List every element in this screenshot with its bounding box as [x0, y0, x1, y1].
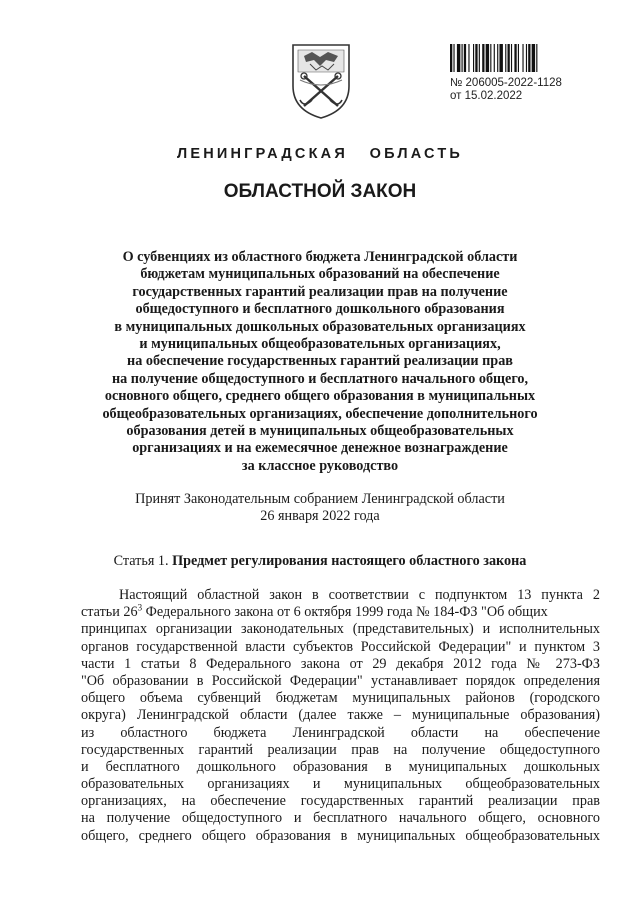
body-text-fragment: статьи 26 — [81, 604, 138, 621]
coat-of-arms-icon — [290, 42, 352, 120]
adoption-date: 26 января 2022 года — [260, 508, 380, 525]
document-type: ОБЛАСТНОЙ ЗАКОН — [223, 181, 417, 202]
law-title-line: государственных гарантий реализации прав на получение — [132, 283, 508, 300]
law-title — [60, 249, 580, 475]
body-line: организациях, на обеспечение государственных гарантий реализации прав — [81, 793, 600, 810]
body-line: и бесплатного дошкольного образования в муниципальных дошкольных — [81, 758, 600, 775]
article-heading — [60, 553, 580, 570]
superscript: 3 — [137, 602, 143, 613]
body-text-fragment: Федерального закона от 6 октября 1999 года № 184-ФЗ "Об общих — [142, 604, 548, 621]
body-line — [81, 604, 600, 621]
registration-block — [450, 44, 568, 103]
body-line: общего, среднего общего образования в муниципальных общеобразовательных — [81, 827, 600, 844]
article-title: Предмет регулирования настоящего областного закона — [172, 553, 527, 569]
article-body — [81, 587, 600, 845]
body-line: округа) Ленинградской области (далее также – муниципальные образования) — [81, 707, 600, 724]
body-line: "Об образовании в Российской Федерации" устанавливает порядок определения — [81, 672, 600, 689]
registration-date: от 15.02.2022 — [450, 90, 523, 102]
body-line: Настоящий областной закон в соответствии с подпунктом 13 пункта 2 — [119, 587, 600, 603]
barcode-icon — [450, 44, 568, 72]
article-number: Статья 1. — [113, 553, 169, 569]
law-title-line: в муниципальных дошкольных образовательных организациях — [114, 318, 526, 335]
law-title-line: на обеспечение государственных гарантий реализации прав — [127, 353, 513, 370]
law-title-line: организациях и на ежемесячное денежное вознаграждение — [132, 440, 508, 457]
body-line: принципах организации законодательных (представительных) и исполнительных — [81, 621, 600, 638]
law-title-line: образования детей в муниципальных общеобразовательных — [126, 423, 514, 440]
body-line: государственных гарантий реализации прав на получение общедоступного — [81, 741, 600, 758]
body-line: из областного бюджета Ленинградской области на обеспечение — [81, 724, 600, 741]
body-line: на получение общедоступного и бесплатного начального общего, основного — [81, 810, 600, 827]
body-line: части 1 статьи 8 Федерального закона от 29 декабря 2012 года № 273-ФЗ — [81, 655, 600, 672]
law-title-line: общедоступного и бесплатного дошкольного образования — [135, 301, 505, 318]
region-name: ЛЕНИНГРАДСКАЯ ОБЛАСТЬ — [176, 146, 464, 162]
law-title-line: на получение общедоступного и бесплатного начального общего, — [111, 370, 529, 387]
law-title-line: основного общего, среднего общего образования в муниципальных — [104, 388, 536, 405]
law-title-line: бюджетам муниципальных образований на обеспечение — [140, 266, 500, 283]
law-title-line: общеобразовательных организациях, обеспечение дополнительного — [102, 405, 538, 422]
law-title-line: и муниципальных общеобразовательных организациях, — [139, 336, 501, 353]
adoption-body: Принят Законодательным собранием Ленинградской области — [135, 491, 505, 507]
registration-number: № 206005-2022-1128 — [450, 77, 562, 89]
body-line: образовательных организациях и муниципальных общеобразовательных — [81, 776, 600, 793]
adoption-note — [60, 491, 580, 526]
body-line: органов государственной власти субъектов Российской Федерации" и пунктом 3 — [81, 638, 600, 655]
law-title-line: О субвенциях из областного бюджета Ленинградской области — [122, 249, 518, 265]
law-title-line: за классное руководство — [241, 457, 399, 474]
body-line: общего объема субвенций бюджетам муниципальных районов (городского — [81, 690, 600, 707]
